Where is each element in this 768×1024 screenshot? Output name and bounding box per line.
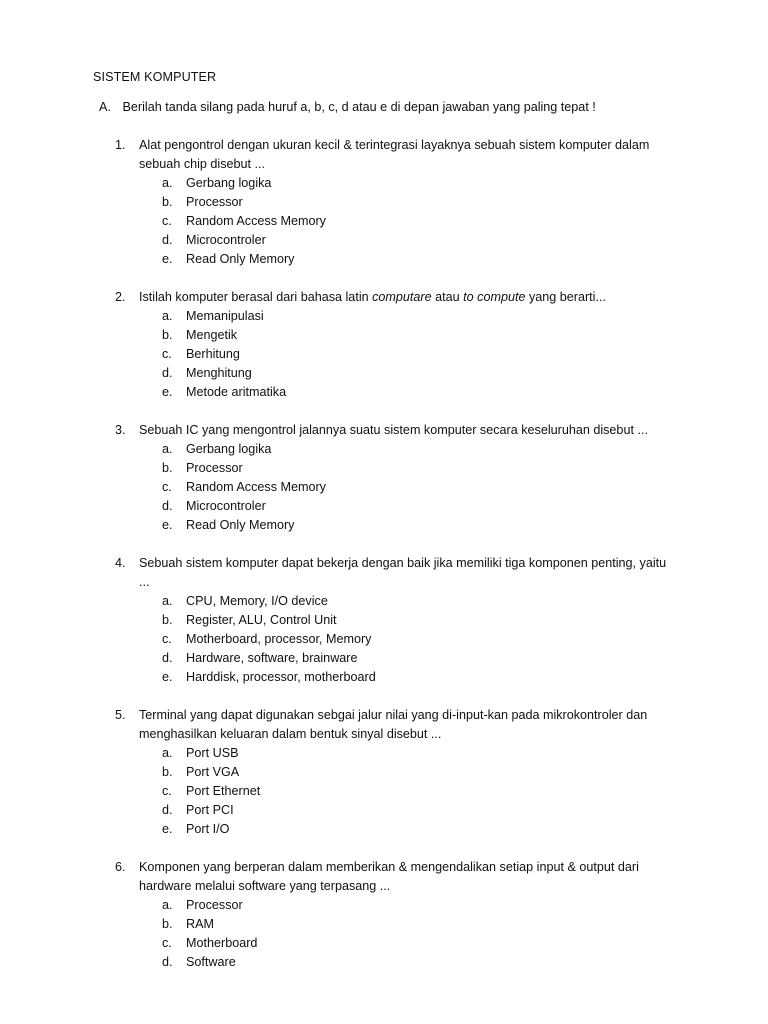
answer-option	[0, 231, 768, 250]
section-instruction-text: Berilah tanda silang pada huruf a, b, c, d atau e di depan jawaban yang paling tepat !	[122, 100, 596, 114]
answer-option	[0, 649, 768, 668]
document-title: SISTEM KOMPUTER	[93, 70, 217, 84]
option-text: Microcontroler	[186, 499, 266, 513]
question-text-part: Sebuah sistem komputer dapat bekerja dengan baik jika memiliki tiga komponen penting, yaitu ...	[139, 556, 667, 589]
option-letter: e.	[162, 822, 173, 836]
answer-option	[0, 212, 768, 231]
question-text	[139, 554, 679, 592]
option-letter: b.	[162, 328, 173, 342]
question-text-part: atau	[431, 290, 464, 304]
question-text	[139, 136, 679, 174]
option-letter: a.	[162, 746, 173, 760]
answer-option	[0, 174, 768, 193]
option-letter: a.	[162, 594, 173, 608]
option-letter: c.	[162, 214, 172, 228]
option-text: Port I/O	[186, 822, 230, 836]
answer-option	[0, 592, 768, 611]
answer-option	[0, 516, 768, 535]
answer-option	[0, 782, 768, 801]
option-letter: c.	[162, 936, 172, 950]
option-letter: d.	[162, 955, 173, 969]
question-text-italic: computare	[372, 290, 432, 304]
option-text: CPU, Memory, I/O device	[186, 594, 328, 608]
option-text: Read Only Memory	[186, 518, 295, 532]
answer-option	[0, 326, 768, 345]
option-letter: c.	[162, 480, 172, 494]
question-item	[0, 136, 768, 269]
option-letter: b.	[162, 195, 173, 209]
option-letter: a.	[162, 442, 173, 456]
option-letter: d.	[162, 366, 173, 380]
answer-option	[0, 630, 768, 649]
question-number: 1.	[115, 138, 126, 152]
option-letter: d.	[162, 233, 173, 247]
question-number: 6.	[115, 860, 126, 874]
option-letter: c.	[162, 784, 172, 798]
option-letter: a.	[162, 176, 173, 190]
option-letter: e.	[162, 518, 173, 532]
answer-option	[0, 934, 768, 953]
answer-option	[0, 345, 768, 364]
option-letter: c.	[162, 632, 172, 646]
answer-options	[0, 744, 768, 839]
option-text: Gerbang logika	[186, 442, 272, 456]
option-letter: e.	[162, 670, 173, 684]
question-number: 2.	[115, 290, 126, 304]
answer-option	[0, 953, 768, 972]
answer-option	[0, 193, 768, 212]
question-text-italic: to compute	[463, 290, 526, 304]
option-text: Processor	[186, 461, 243, 475]
question-item	[0, 706, 768, 839]
option-text: Hardware, software, brainware	[186, 651, 358, 665]
question-item	[0, 288, 768, 402]
question-list	[0, 136, 768, 991]
answer-option	[0, 820, 768, 839]
question-text-part: yang berarti...	[525, 290, 606, 304]
answer-option	[0, 307, 768, 326]
option-text: Software	[186, 955, 236, 969]
answer-option	[0, 478, 768, 497]
option-letter: d.	[162, 499, 173, 513]
option-letter: b.	[162, 613, 173, 627]
answer-option	[0, 896, 768, 915]
question-text	[139, 288, 679, 307]
option-text: Metode aritmatika	[186, 385, 287, 399]
option-text: Random Access Memory	[186, 480, 326, 494]
option-letter: b.	[162, 765, 173, 779]
option-text: Memanipulasi	[186, 309, 264, 323]
option-letter: e.	[162, 252, 173, 266]
option-text: Menghitung	[186, 366, 252, 380]
option-letter: d.	[162, 651, 173, 665]
option-text: Motherboard, processor, Memory	[186, 632, 372, 646]
answer-option	[0, 611, 768, 630]
question-text	[139, 421, 679, 440]
answer-option	[0, 364, 768, 383]
option-letter: e.	[162, 385, 173, 399]
answer-option	[0, 763, 768, 782]
answer-options	[0, 440, 768, 535]
question-text	[139, 706, 679, 744]
answer-option	[0, 801, 768, 820]
option-text: Port USB	[186, 746, 239, 760]
option-text: Motherboard	[186, 936, 258, 950]
option-text: Port PCI	[186, 803, 234, 817]
answer-options	[0, 592, 768, 687]
option-text: Gerbang logika	[186, 176, 272, 190]
option-text: Processor	[186, 898, 243, 912]
answer-option	[0, 383, 768, 402]
section-instruction	[99, 98, 596, 117]
option-text: RAM	[186, 917, 214, 931]
option-text: Mengetik	[186, 328, 238, 342]
option-letter: a.	[162, 898, 173, 912]
question-item	[0, 421, 768, 535]
option-text: Read Only Memory	[186, 252, 295, 266]
option-text: Port Ethernet	[186, 784, 261, 798]
answer-options	[0, 307, 768, 402]
question-text-part: Komponen yang berperan dalam memberikan & mengendalikan setiap input & output dari hardware melalui software yang terpasang ...	[139, 860, 639, 893]
option-text: Microcontroler	[186, 233, 266, 247]
answer-option	[0, 250, 768, 269]
answer-option	[0, 440, 768, 459]
question-number: 5.	[115, 708, 126, 722]
option-letter: d.	[162, 803, 173, 817]
option-letter: a.	[162, 309, 173, 323]
answer-option	[0, 497, 768, 516]
answer-option	[0, 744, 768, 763]
answer-option	[0, 668, 768, 687]
option-letter: b.	[162, 461, 173, 475]
question-text-part: Alat pengontrol dengan ukuran kecil & terintegrasi layaknya sebuah sistem komputer dalam sebuah chip disebut ...	[139, 138, 650, 171]
option-text: Processor	[186, 195, 243, 209]
answer-options	[0, 174, 768, 269]
option-letter: c.	[162, 347, 172, 361]
answer-option	[0, 459, 768, 478]
option-text: Port VGA	[186, 765, 240, 779]
answer-option	[0, 915, 768, 934]
question-number: 4.	[115, 556, 126, 570]
section-letter: A.	[99, 100, 111, 114]
question-item	[0, 554, 768, 687]
question-text-part: Terminal yang dapat digunakan sebgai jalur nilai yang di-input-kan pada mikrokontroler dan menghasilkan keluaran dalam bentuk sinyal disebut ...	[139, 708, 648, 741]
question-item	[0, 858, 768, 972]
question-text	[139, 858, 679, 896]
question-text-part: Istilah komputer berasal dari bahasa latin	[139, 290, 373, 304]
option-letter: b.	[162, 917, 173, 931]
option-text: Random Access Memory	[186, 214, 326, 228]
question-text-part: Sebuah IC yang mengontrol jalannya suatu sistem komputer secara keseluruhan disebut ...	[139, 423, 648, 437]
answer-options	[0, 896, 768, 972]
option-text: Berhitung	[186, 347, 240, 361]
option-text: Harddisk, processor, motherboard	[186, 670, 376, 684]
question-number: 3.	[115, 423, 126, 437]
option-text: Register, ALU, Control Unit	[186, 613, 337, 627]
